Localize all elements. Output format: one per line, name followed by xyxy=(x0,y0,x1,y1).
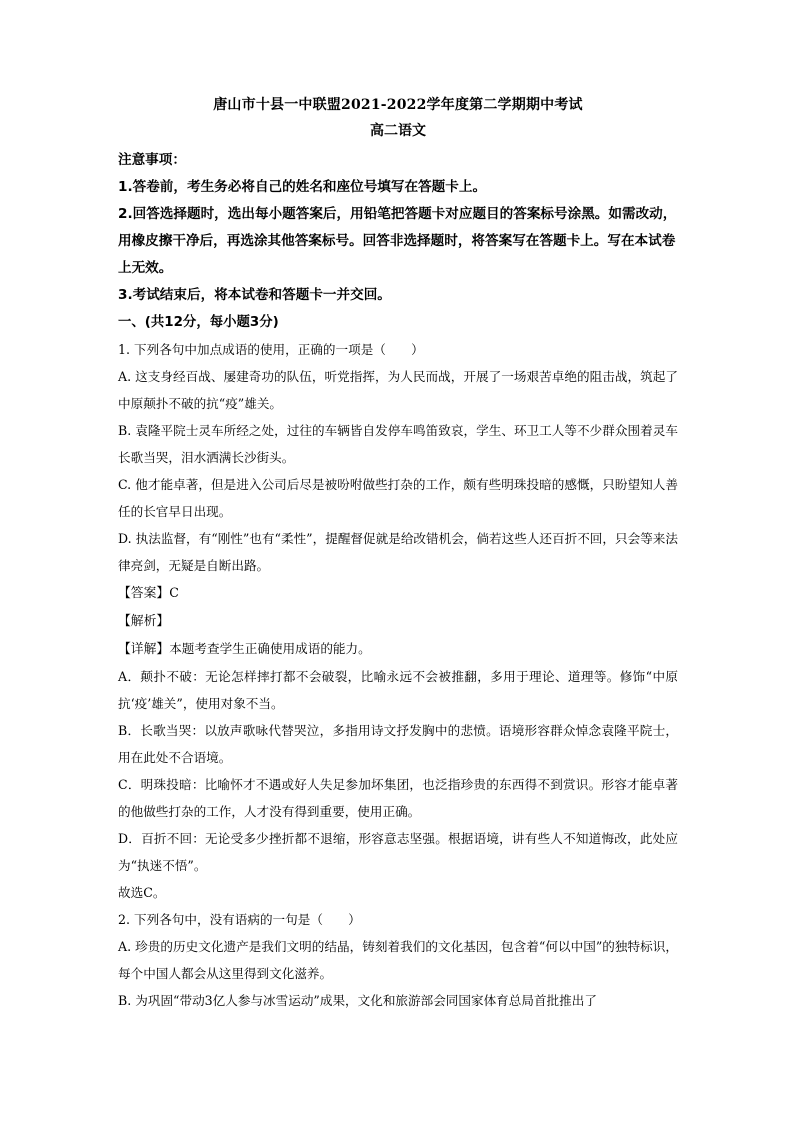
exam-subject: 高二语文 xyxy=(370,123,426,139)
question-2-stem: 2. 下列各句中，没有语病的一句是（ ） xyxy=(118,912,361,927)
explanation-d: D．百折不回：无论受多少挫折都不退缩，形容意志坚强。根据语境，讲有些人不知道悔改，此处应为“执迷不悟”。 xyxy=(118,831,678,873)
explanation-c: C．明珠投暗：比喻怀才不遇或好人失足参加坏集团，也泛指珍贵的东西得不到赏识。形容才能卓著的他做些打杂的工作，人才没有得到重要，使用正确。 xyxy=(118,777,678,819)
question-1-analysis-tag xyxy=(118,607,678,635)
question-1-option-d: D. 执法监督，有“刚性”也有“柔性”，提醒督促就是给改错机会，倘若这些人还百折不回，只会等来法律亮剑，无疑是自断出路。 xyxy=(118,531,678,573)
explanation-b: B．长歌当哭：以放声歌咏代替哭泣，多指用诗文抒发胸中的悲愤。语境形容群众悼念袁隆平院士，用在此处不合语境。 xyxy=(118,723,678,765)
answer-tag: 【答案】 xyxy=(118,586,170,601)
notice-item-1: 1.答卷前，考生务必将自己的姓名和座位号填写在答题卡上。 xyxy=(118,179,487,195)
notice-heading: 注意事项： xyxy=(118,152,186,168)
page-content xyxy=(118,95,678,1014)
notice-item-2: 2.回答选择题时，选出每小题答案后，用铅笔把答题卡对应题目的答案标号涂黑。如需改动，用橡皮擦干净后，再选涂其他答案标号。回答非选择题时，将答案写在答题卡上。写在本试卷上无效。 xyxy=(118,206,677,276)
question-1-stem: 1. 下列各句中加点成语的使用，正确的一项是（ ） xyxy=(118,342,424,357)
analysis-tag: 【解析】 xyxy=(118,614,170,629)
notice-item-3: 3.考试结束后，将本试卷和答题卡一并交回。 xyxy=(118,287,391,303)
detail-tag: 【详解】 xyxy=(118,642,170,657)
question-1-conclusion: 故选C。 xyxy=(118,885,166,900)
answer-value: C xyxy=(169,585,179,600)
detail-text: 本题考查学生正确使用成语的能力。 xyxy=(169,641,371,656)
exam-title: 唐山市十县一中联盟2021-2022学年度第二学期期中考试 xyxy=(213,97,583,113)
question-1-option-b: B. 袁隆平院士灵车所经之处，过往的车辆皆自发停车鸣笛致哀，学生、环卫工人等不少群众围着灵车长歌当哭，泪水洒满长沙街头。 xyxy=(118,423,678,465)
question-1-option-c: C. 他才能卓著，但是进入公司后尽是被吩咐做些打杂的工作，颇有些明珠投暗的感慨，只盼望知人善任的长官早日出现。 xyxy=(118,477,678,519)
section-1-heading: 一、(共12分，每小题3分) xyxy=(118,315,279,330)
question-2-option-a: A. 珍贵的历史文化遗产是我们文明的结晶，铸刻着我们的文化基因，包含着“何以中国”的独特标识，每个中国人都会从这里得到文化滋养。 xyxy=(118,939,678,981)
question-1-answer xyxy=(118,579,678,607)
question-2-option-b: B. 为巩固“带动3亿人参与冰雪运动”成果，文化和旅游部会同国家体育总局首批推出了 xyxy=(118,993,597,1008)
question-1-option-a: A. 这支身经百战、屡建奇功的队伍，听党指挥，为人民而战，开展了一场艰苦卓绝的阻击战，筑起了中原颠扑不破的抗“疫”雄关。 xyxy=(118,369,678,411)
question-1-detail xyxy=(118,635,678,663)
explanation-a: A．颠扑不破：无论怎样摔打都不会破裂，比喻永远不会被推翻，多用于理论、道理等。修饰“中原抗‘疫’雄关”，使用对象不当。 xyxy=(118,669,678,711)
